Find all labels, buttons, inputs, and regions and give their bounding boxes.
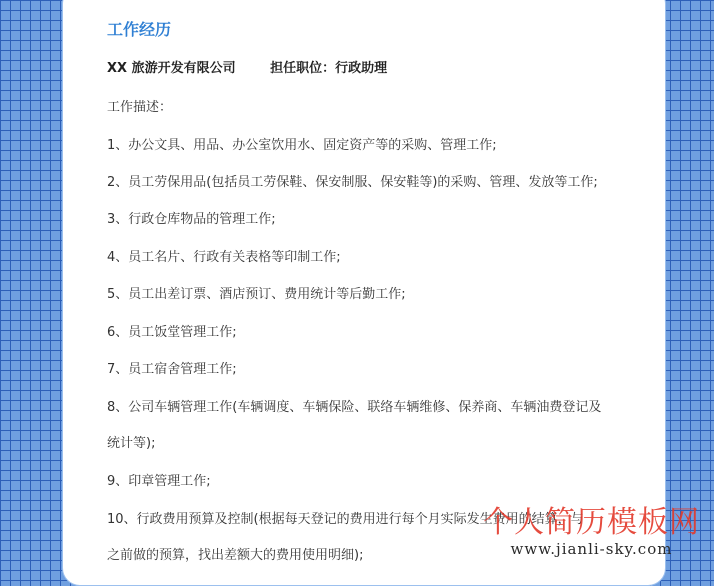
duty-item: 5、员工出差订票、酒店预订、费用统计等后勤工作; [107, 287, 406, 302]
job-position: 担任职位：行政助理 [270, 61, 388, 76]
watermark-title: 个人简历模板网 [483, 505, 700, 540]
duty-item: 8、公司车辆管理工作(车辆调度、车辆保险、联络车辆维修、保养商、车辆油费登记及 [107, 400, 602, 415]
watermark-url: www.jianli-sky.com [510, 540, 673, 558]
job-header [107, 57, 387, 76]
duty-item: 1、办公文具、用品、办公室饮用水、固定资产等的采购、管理工作; [107, 138, 497, 153]
duty-item-continuation: 之前做的预算，找出差额大的费用使用明细); [107, 548, 364, 563]
duty-item: 3、行政仓库物品的管理工作; [107, 212, 276, 227]
duty-item: 4、员工名片、行政有关表格等印制工作; [107, 250, 341, 265]
company-name: XX 旅游开发有限公司 [107, 61, 236, 76]
section-title: 工作经历 [107, 20, 172, 39]
duty-item-continuation: 统计等); [107, 436, 156, 451]
site-watermark [483, 507, 700, 559]
description-label: 工作描述： [107, 100, 173, 115]
duty-item: 7、员工宿舍管理工作; [107, 362, 237, 377]
duty-item: 9、印章管理工作; [107, 474, 211, 489]
duty-item: 10、行政费用预算及控制(根据每天登记的费用进行每个月实际发生费用的结算，与 [107, 512, 584, 527]
duty-item: 2、员工劳保用品(包括员工劳保鞋、保安制服、保安鞋等)的采购、管理、发放等工作; [107, 175, 598, 190]
duty-item: 6、员工饭堂管理工作; [107, 325, 237, 340]
